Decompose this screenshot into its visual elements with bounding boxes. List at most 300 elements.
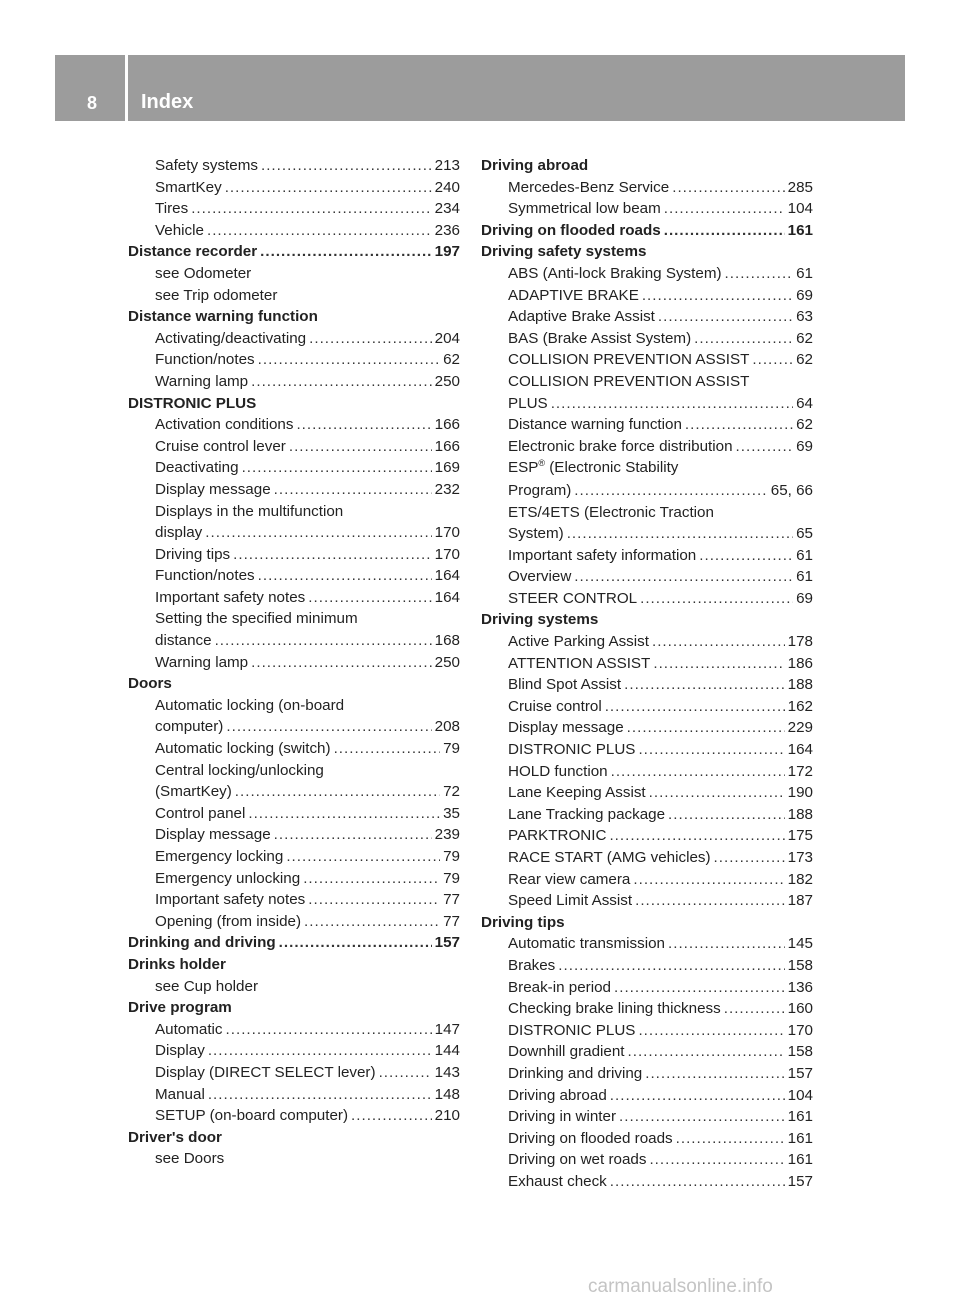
header-divider: [125, 55, 128, 121]
entry-text: [508, 566, 571, 588]
entry-text: [155, 911, 301, 933]
entry-label: Doors: [128, 675, 172, 693]
entry-label: Driving abroad: [481, 157, 589, 174]
leader-dots: [235, 781, 440, 803]
entry-text: [508, 933, 665, 955]
entry-text: [481, 220, 661, 242]
entry-text: [508, 306, 655, 328]
leader-dots: [619, 1106, 785, 1128]
page-ref: 182: [787, 870, 813, 888]
page-ref: 188: [787, 676, 813, 694]
page-ref: 161: [787, 1151, 813, 1169]
entry-label: see Doors: [155, 1150, 225, 1168]
entry-label: Manual: [155, 1085, 205, 1103]
entry-label: display: [155, 524, 203, 542]
leader-dots: [649, 1149, 784, 1171]
index-entry: [481, 890, 813, 912]
entry-label: Deactivating: [155, 459, 239, 477]
index-entry: [128, 868, 460, 890]
page-ref: 190: [787, 784, 813, 802]
index-entry: [128, 565, 460, 587]
entry-text: [155, 1148, 224, 1170]
entry-text: [508, 739, 635, 761]
entry-label: Central locking/unlocking: [155, 761, 324, 779]
page-ref: 161: [787, 1108, 813, 1126]
entry-text: [508, 328, 691, 350]
leader-dots: [567, 523, 793, 545]
entry-label: Lane Tracking package: [508, 805, 666, 823]
entry-text: [155, 328, 306, 350]
index-entry: [128, 630, 460, 652]
index-entry: [481, 414, 813, 436]
leader-dots: [628, 1041, 785, 1063]
entry-label: Speed Limit Assist: [508, 892, 633, 910]
entry-text: [508, 804, 665, 826]
index-entry: [481, 588, 813, 610]
leader-dots: [668, 933, 785, 955]
leader-dots: [289, 436, 432, 458]
index-entry: [481, 285, 813, 307]
entry-text: [508, 631, 649, 653]
page-ref: 157: [787, 1172, 813, 1190]
leader-dots: [309, 328, 432, 350]
page-ref: 65: [796, 525, 813, 543]
leader-dots: [640, 588, 793, 610]
leader-dots: [551, 393, 793, 415]
index-heading: [481, 241, 813, 263]
page-ref: 250: [434, 653, 460, 671]
entry-text: [155, 630, 212, 652]
leader-dots: [685, 414, 793, 436]
entry-label: Rear view camera: [508, 870, 631, 888]
entry-label: Display message: [508, 719, 624, 737]
entry-label: Display message: [155, 480, 271, 498]
index-entry: [128, 155, 460, 177]
entry-label: Driving safety systems: [481, 243, 647, 261]
leader-dots: [610, 1085, 785, 1107]
page-ref: 162: [787, 697, 813, 715]
index-entry: [128, 587, 460, 609]
entry-text: [508, 717, 624, 739]
index-entry: [481, 1063, 813, 1085]
entry-text: [155, 803, 245, 825]
entry-text: [508, 869, 630, 891]
entry-label: DISTRONIC PLUS: [508, 741, 636, 759]
entry-text: [155, 781, 232, 803]
index-entry: [128, 414, 460, 436]
page-ref: 77: [443, 891, 460, 909]
entry-label: distance: [155, 632, 212, 650]
entry-label: ESP: [508, 459, 539, 477]
leader-dots: [653, 653, 784, 675]
entry-label: DISTRONIC PLUS: [508, 1021, 636, 1039]
page-ref: 164: [434, 588, 460, 606]
entry-text: [508, 890, 632, 912]
entry-text: [155, 544, 230, 566]
entry-text: [155, 824, 271, 846]
entry-text: [508, 1020, 635, 1042]
entry-text: [508, 198, 661, 220]
index-entry: [481, 566, 813, 588]
page-ref: 69: [796, 589, 813, 607]
leader-dots: [304, 911, 440, 933]
entry-label: see Cup holder: [155, 977, 259, 995]
page-ref: 168: [434, 632, 460, 650]
page-ref: 285: [787, 178, 813, 196]
entry-text: [155, 695, 344, 717]
page-ref: 61: [796, 546, 813, 564]
page-ref: 164: [434, 567, 460, 585]
leader-dots: [303, 868, 440, 890]
entry-text: [155, 565, 255, 587]
index-entry: [128, 285, 460, 307]
index-entry: [481, 436, 813, 458]
entry-text: [508, 825, 606, 847]
page-ref: 186: [787, 654, 813, 672]
page-ref: 204: [434, 329, 460, 347]
entry-label: RACE START (AMG vehicles): [508, 849, 711, 866]
index-entry: [481, 1020, 813, 1042]
index-entry: [128, 1019, 460, 1041]
entry-label: STEER CONTROL: [508, 589, 638, 607]
entry-label: BAS (Brake Assist System): [508, 329, 692, 347]
page-ref: 169: [434, 459, 460, 477]
index-entry: [481, 955, 813, 977]
index-entry: [481, 1171, 813, 1193]
leader-dots: [652, 631, 785, 653]
page-ref: 170: [787, 1021, 813, 1039]
leader-dots: [215, 630, 432, 652]
page-ref: 188: [787, 805, 813, 823]
entry-label: Control panel: [155, 804, 246, 822]
index-entry: [128, 263, 460, 285]
index-entry: [481, 1041, 813, 1063]
entry-text: [155, 760, 324, 782]
page-ref: 170: [434, 524, 460, 542]
page-ref: 210: [434, 1107, 460, 1125]
entry-label: Program): [508, 481, 572, 499]
entry-label: Brakes: [508, 956, 556, 974]
page-ref: 158: [787, 1043, 813, 1061]
entry-label: Drinking and driving: [128, 934, 276, 952]
entry-text: [508, 588, 637, 610]
index-entry: [481, 847, 813, 869]
entry-text: [508, 1063, 642, 1085]
entry-text: [508, 349, 749, 371]
entry-label: Distance recorder: [128, 243, 258, 261]
entry-text: [128, 932, 276, 954]
page-ref: 170: [434, 545, 460, 563]
entry-text: [155, 220, 204, 242]
index-heading: [481, 155, 813, 177]
index-entry: [481, 1128, 813, 1150]
entry-label: Warning lamp: [155, 372, 249, 390]
entry-label: Displays in the multifunction: [155, 502, 344, 520]
page-ref: 229: [787, 719, 813, 737]
index-entry: [128, 803, 460, 825]
entry-label: Warning lamp: [155, 653, 249, 671]
leader-dots: [736, 436, 794, 458]
index-entry: [481, 393, 813, 415]
entry-label: Cruise control lever: [155, 437, 286, 455]
leader-dots: [334, 738, 441, 760]
leader-dots: [725, 263, 794, 285]
entry-text: [155, 457, 239, 479]
index-entry: [481, 1106, 813, 1128]
index-entry: [481, 804, 813, 826]
index-entry: [128, 220, 460, 242]
leader-dots: [351, 1105, 432, 1127]
entry-text: [508, 502, 714, 524]
entry-text: [481, 155, 588, 177]
entry-label: Driving systems: [481, 611, 599, 629]
entry-label: Tires: [155, 200, 189, 218]
entry-label: Driving abroad: [508, 1086, 607, 1104]
leader-dots: [614, 977, 785, 999]
leader-dots: [207, 220, 432, 242]
watermark: carmanualsonline.info: [588, 1276, 773, 1297]
leader-dots: [611, 761, 785, 783]
entry-label: Overview: [508, 568, 572, 586]
leader-dots: [638, 1020, 784, 1042]
entry-label: Lane Keeping Assist: [508, 784, 646, 802]
leader-dots: [225, 177, 432, 199]
leader-dots: [664, 220, 785, 242]
index-entry: [481, 263, 813, 285]
index-entry: [481, 177, 813, 199]
entry-label: Driving in winter: [508, 1108, 617, 1126]
entry-text: [155, 501, 343, 523]
page-ref: 35: [443, 804, 460, 822]
page-ref: 63: [796, 308, 813, 326]
leader-dots: [258, 565, 432, 587]
page-ref: 145: [787, 935, 813, 953]
page-ref: 62: [796, 329, 813, 347]
entry-text: [155, 155, 258, 177]
page-ref: 175: [787, 827, 813, 845]
index-entry: [128, 824, 460, 846]
entry-label: Driving tips: [155, 545, 231, 563]
page-ref: 187: [787, 892, 813, 910]
index-entry: [128, 911, 460, 933]
entry-label: Automatic transmission: [508, 935, 665, 953]
entry-text: [508, 653, 650, 675]
leader-dots: [664, 198, 785, 220]
index-entry: [128, 738, 460, 760]
page-ref: 143: [434, 1063, 460, 1081]
leader-dots: [205, 522, 431, 544]
leader-dots: [308, 889, 440, 911]
leader-dots: [610, 1171, 785, 1193]
entry-label: Electronic brake force distribution: [508, 437, 733, 455]
entry-text: [128, 241, 257, 263]
entry-text: [481, 241, 646, 263]
leader-dots: [658, 306, 793, 328]
entry-label: Display: [155, 1042, 205, 1060]
index-entry: [481, 198, 813, 220]
entry-label: Distance warning function: [508, 416, 682, 434]
index-column-right: [481, 155, 813, 1193]
page-ref: 161: [787, 1129, 813, 1147]
index-entry: [481, 696, 813, 718]
page-header-bar: [55, 55, 905, 121]
index-entry: [481, 739, 813, 761]
entry-label: SETUP (on-board computer): [155, 1107, 349, 1125]
index-entry: [481, 502, 813, 524]
entry-label: DISTRONIC PLUS: [128, 394, 257, 412]
page-ref: 240: [434, 178, 460, 196]
leader-dots: [574, 480, 767, 502]
entry-text: [508, 414, 682, 436]
index-entry: [481, 1085, 813, 1107]
index-entry: [481, 349, 813, 371]
index-entry: [481, 674, 813, 696]
entry-label: Driving tips: [481, 913, 565, 931]
page-ref: 79: [443, 848, 460, 865]
entry-label: (SmartKey): [155, 783, 232, 801]
index-heading: [128, 306, 460, 328]
leader-dots: [635, 890, 785, 912]
leader-dots: [308, 587, 431, 609]
index-entry: [481, 457, 813, 480]
leader-dots: [242, 457, 432, 479]
index-entry: [128, 177, 460, 199]
entry-label-cont: (Electronic Stability: [545, 459, 679, 477]
entry-text: [155, 177, 222, 199]
page-ref: 69: [796, 286, 813, 304]
leader-dots: [694, 328, 793, 350]
entry-label: Exhaust check: [508, 1172, 607, 1190]
index-entry: [128, 198, 460, 220]
entry-text: [155, 868, 300, 890]
index-heading: [128, 673, 460, 695]
entry-label: Drinks holder: [128, 955, 226, 973]
entry-label: Display (DIRECT SELECT lever): [155, 1063, 376, 1081]
index-column-left: [128, 155, 460, 1170]
entry-text: [155, 846, 283, 868]
entry-label: Automatic: [155, 1020, 223, 1038]
entry-text: [155, 436, 286, 458]
entry-text: [155, 1040, 205, 1062]
leader-dots: [379, 1062, 432, 1084]
index-entry: [128, 608, 460, 630]
leader-dots: [672, 177, 784, 199]
entry-text: [155, 1019, 223, 1041]
leader-dots: [248, 803, 440, 825]
entry-label: Emergency locking: [155, 848, 284, 865]
leader-dots: [668, 804, 785, 826]
page-ref: 178: [787, 633, 813, 651]
entry-label: Safety systems: [155, 157, 258, 174]
leader-dots: [574, 566, 793, 588]
entry-label: System): [508, 525, 564, 543]
entry-text: [508, 393, 548, 415]
index-entry: [481, 653, 813, 675]
index-entry: [481, 761, 813, 783]
entry-text: [155, 889, 305, 911]
index-entry: [481, 545, 813, 567]
index-entry: [481, 306, 813, 328]
page-ref: 234: [434, 200, 460, 218]
index-entry: [128, 479, 460, 501]
index-entry: [481, 782, 813, 804]
leader-dots: [558, 955, 784, 977]
entry-text: [155, 587, 305, 609]
index-entry: [481, 717, 813, 739]
index-entry: [481, 998, 813, 1020]
entry-label: Driving on flooded roads: [481, 221, 661, 239]
entry-text: [508, 1085, 607, 1107]
leader-dots: [296, 414, 431, 436]
leader-dots: [633, 869, 784, 891]
index-entry: [128, 695, 460, 717]
leader-dots: [724, 998, 785, 1020]
entry-text: [155, 1105, 348, 1127]
index-entry: [481, 825, 813, 847]
entry-text: [155, 414, 293, 436]
page-ref: 236: [434, 221, 460, 239]
entry-text: [508, 480, 571, 502]
page-ref: 72: [443, 783, 460, 801]
index-heading: [128, 932, 460, 954]
entry-text: [128, 393, 256, 415]
index-entry: [128, 716, 460, 738]
leader-dots: [624, 674, 785, 696]
index-entry: [128, 328, 460, 350]
entry-text: [508, 436, 733, 458]
index-entry: [128, 457, 460, 479]
entry-label: Blind Spot Assist: [508, 676, 622, 694]
entry-label: ADAPTIVE BRAKE: [508, 286, 639, 304]
index-entry: [128, 760, 460, 782]
page-ref: 250: [434, 372, 460, 390]
leader-dots: [609, 825, 784, 847]
page-ref: 166: [434, 437, 460, 455]
entry-label: COLLISION PREVENTION ASSIST: [508, 372, 750, 390]
page-ref: 213: [434, 157, 460, 174]
entry-text: [508, 457, 678, 480]
entry-text: [508, 285, 639, 307]
entry-label: ETS/4ETS (Electronic Traction: [508, 503, 714, 521]
leader-dots: [191, 198, 431, 220]
page-ref: 62: [443, 351, 460, 369]
page-title: Index: [141, 91, 194, 113]
entry-label: Symmetrical low beam: [508, 200, 661, 218]
page-ref: 136: [787, 978, 813, 996]
entry-label: Automatic locking (switch): [155, 740, 331, 758]
page-ref: 69: [796, 437, 813, 455]
entry-text: [508, 1171, 607, 1193]
entry-label: Drive program: [128, 999, 232, 1017]
page-ref: 208: [434, 718, 460, 736]
entry-text: [508, 177, 669, 199]
entry-text: [508, 782, 646, 804]
index-entry: [481, 480, 813, 502]
entry-text: [155, 349, 255, 371]
page-ref: 61: [796, 568, 813, 586]
index-entry: [128, 976, 460, 998]
index-entry: [481, 523, 813, 545]
page-ref: 148: [434, 1085, 460, 1103]
leader-dots: [251, 652, 432, 674]
entry-text: [155, 285, 277, 307]
entry-text: [128, 1127, 222, 1149]
page-ref: 157: [434, 934, 460, 952]
entry-text: [155, 479, 271, 501]
entry-label: ATTENTION ASSIST: [508, 654, 651, 672]
leader-dots: [258, 349, 440, 371]
entry-label: Display message: [155, 826, 271, 844]
